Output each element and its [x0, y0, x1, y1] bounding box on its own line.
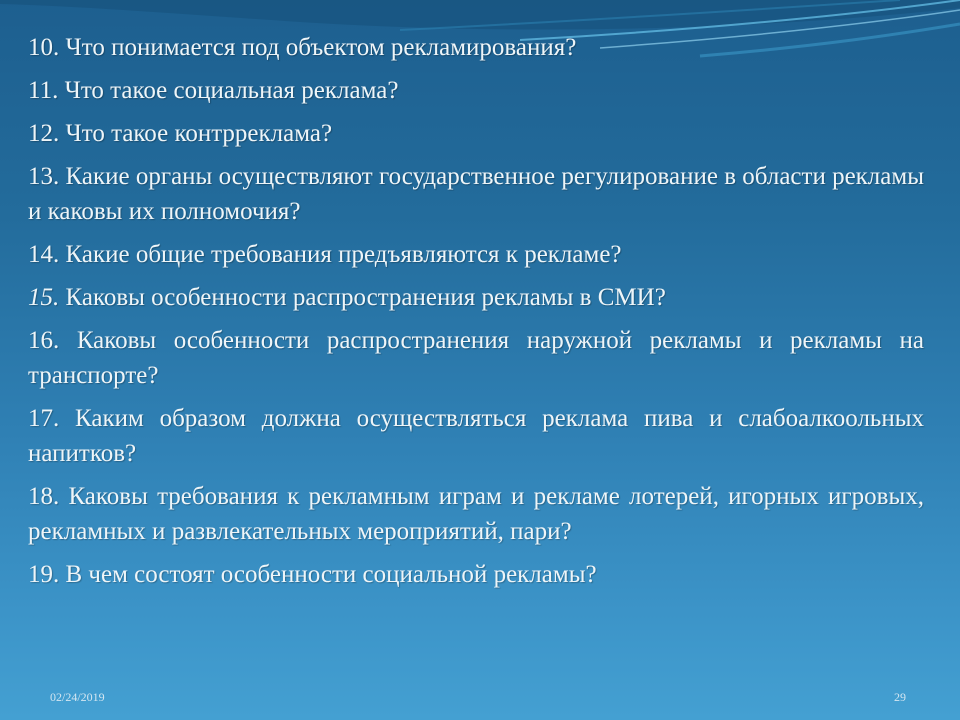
question-item: 15. Каковы особенности распространения рекламы в СМИ?: [28, 284, 666, 311]
question-item: 12. Что такое контрреклама?: [28, 120, 333, 147]
question-item: 10. Что понимается под объектом рекламирования?: [28, 34, 577, 61]
page-number: 29: [894, 690, 906, 704]
question-item: 18. Каковы требования к рекламным играм и рекламе лотерей, игорных игровых, рекламных и развлекательных мероприятий, пари?: [28, 483, 925, 545]
question-item: 14. Какие общие требования предъявляются к рекламе?: [28, 241, 622, 268]
question-item: 19. В чем состоят особенности социальной рекламы?: [28, 561, 597, 588]
question-item: 11. Что такое социальная реклама?: [28, 77, 399, 104]
footer-date: 02/24/2019: [50, 690, 105, 704]
question-item: 13. Какие органы осуществляют государственное регулирование в области рекламы и каковы их полномочия?: [28, 163, 925, 225]
question-item: 16. Каковы особенности распространения наружной рекламы и рекламы на транспорте?: [28, 327, 924, 389]
question-list: [28, 30, 924, 600]
question-item: 17. Каким образом должна осуществляться реклама пива и слабоалкоольных напитков?: [28, 405, 925, 467]
